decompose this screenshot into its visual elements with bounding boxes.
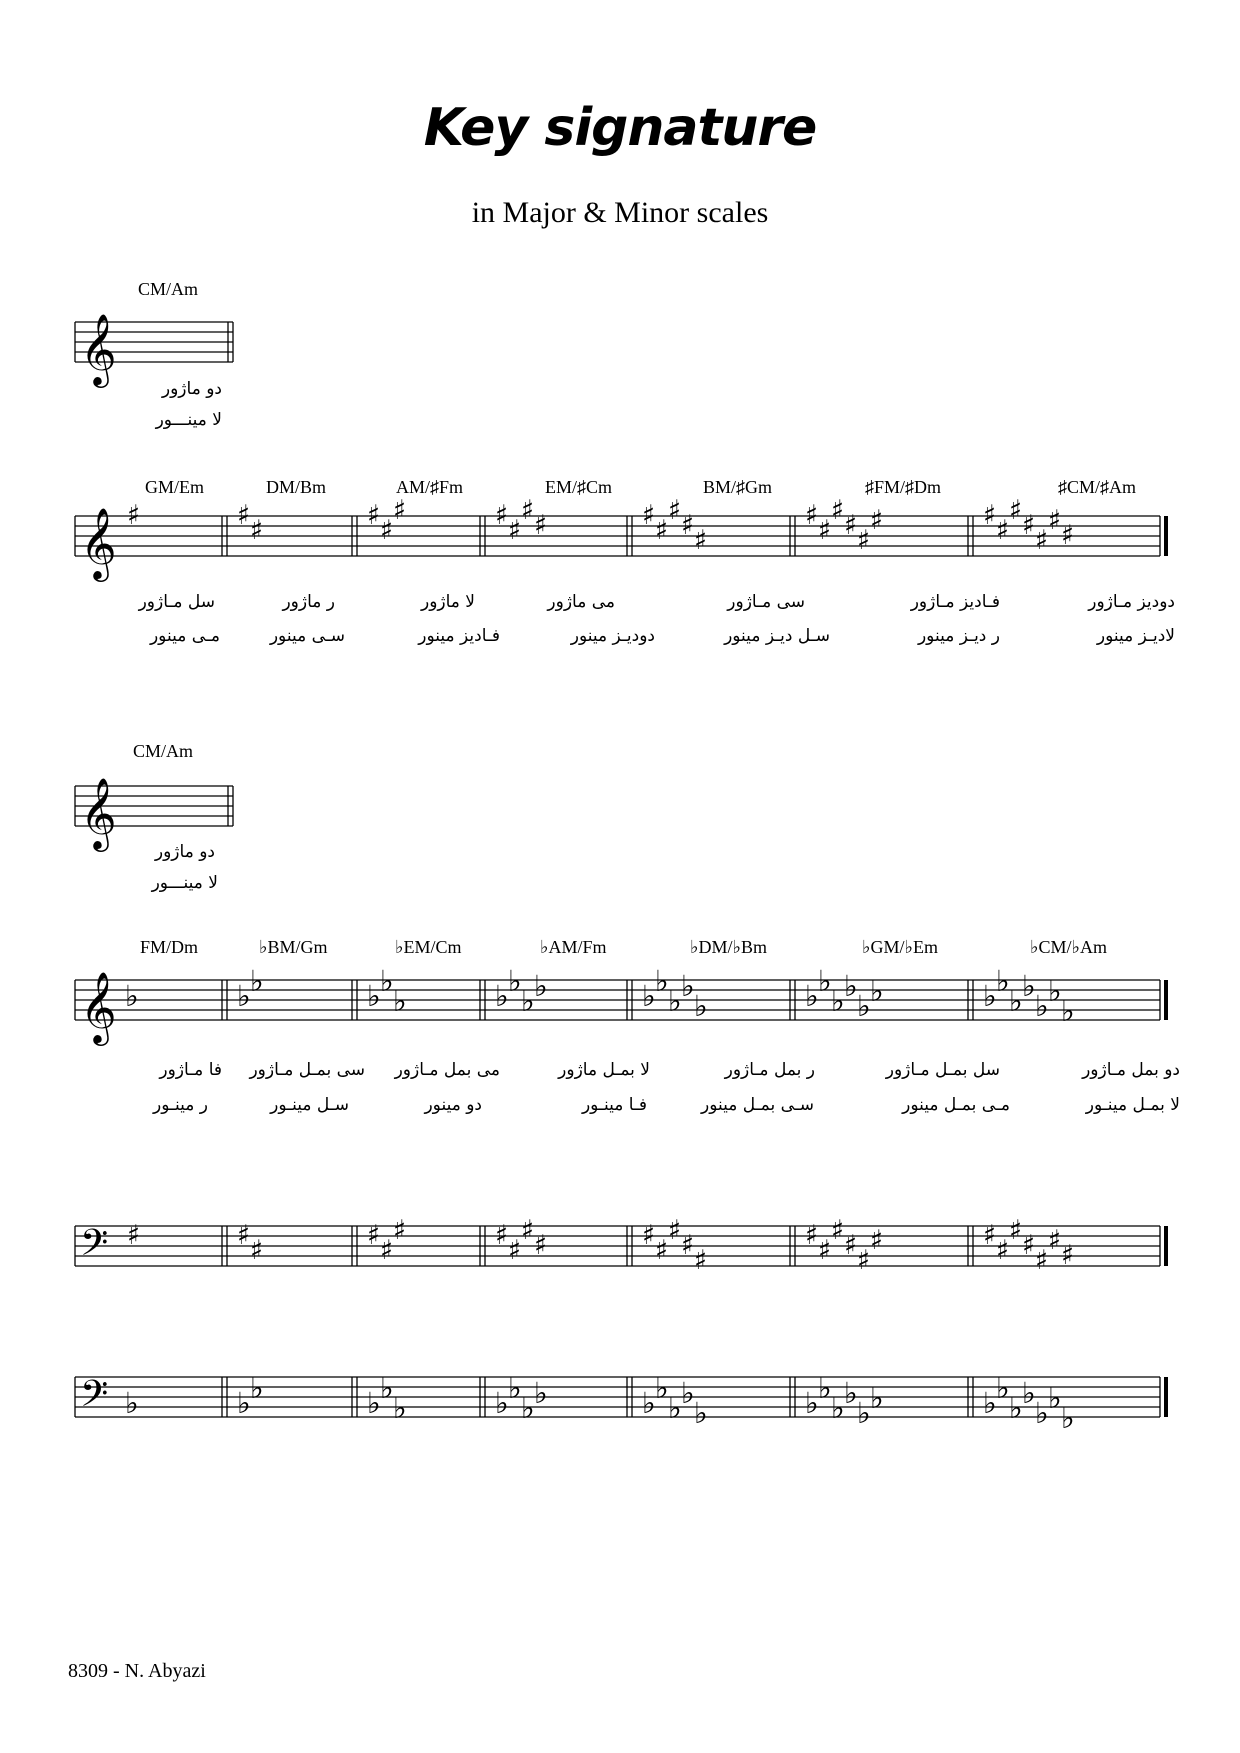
sharp-icon: ♯ bbox=[534, 510, 548, 541]
major-name: ر ماژور bbox=[282, 592, 335, 612]
major-name: سی بمـل مـاژور bbox=[249, 1060, 365, 1080]
sharp-icon: ♯ bbox=[393, 1215, 407, 1246]
sharp-icon: ♯ bbox=[508, 1235, 522, 1266]
sharp-icon: ♯ bbox=[237, 500, 251, 531]
bass-clef-icon: 𝄢 bbox=[80, 1373, 109, 1424]
sharp-icon: ♯ bbox=[844, 1230, 858, 1261]
key-label: EM/♯Cm bbox=[545, 477, 613, 497]
sharp-icon: ♯ bbox=[642, 500, 656, 531]
flat-icon: ♭ bbox=[380, 964, 394, 998]
sharp-icon: ♯ bbox=[1035, 525, 1049, 556]
sharp-icon: ♯ bbox=[668, 1215, 682, 1246]
minor-name: فـا مینـور bbox=[581, 1095, 647, 1115]
sharp-icon: ♯ bbox=[844, 510, 858, 541]
sharp-icon: ♯ bbox=[805, 1220, 819, 1251]
major-name: دودیز مـاژور bbox=[1088, 592, 1175, 612]
minor-name: سـل مینـور bbox=[270, 1095, 349, 1115]
key-label: ♯FM/♯Dm bbox=[865, 477, 942, 497]
major-name: سل بمـل مـاژور bbox=[885, 1060, 1000, 1080]
sharp-icon: ♯ bbox=[983, 500, 997, 531]
flat-icon: ♭ bbox=[1009, 1391, 1023, 1425]
sharp-icon: ♯ bbox=[1048, 1225, 1062, 1256]
page-title: Key signature bbox=[423, 98, 817, 158]
flat-icon: ♭ bbox=[237, 1386, 251, 1420]
minor-name: لا بمـل مینـور bbox=[1085, 1095, 1180, 1115]
sharp-icon: ♯ bbox=[681, 1230, 695, 1261]
flat-icon: ♭ bbox=[655, 964, 669, 998]
sharp-icon: ♯ bbox=[681, 510, 695, 541]
flat-icon: ♭ bbox=[393, 1391, 407, 1425]
sharp-icon: ♯ bbox=[668, 495, 682, 526]
page-subtitle: in Major & Minor scales bbox=[471, 196, 769, 229]
flat-icon: ♭ bbox=[250, 964, 264, 998]
key-label: FM/Dm bbox=[140, 937, 199, 957]
major-name: لا ماژور bbox=[420, 592, 475, 612]
major-name: دو بمل مـاژور bbox=[1082, 1060, 1180, 1080]
bass-clef-icon: 𝄢 bbox=[80, 1222, 109, 1273]
major-name: لا بمـل ماژور bbox=[558, 1060, 650, 1080]
flat-icon: ♭ bbox=[831, 984, 845, 1018]
sharp-icon: ♯ bbox=[127, 1220, 141, 1251]
flat-icon: ♭ bbox=[818, 1371, 832, 1405]
flat-icon: ♭ bbox=[857, 989, 871, 1023]
c-major-label-flat: CM/Am bbox=[133, 741, 194, 761]
flat-icon: ♭ bbox=[367, 1386, 381, 1420]
sharp-icon: ♯ bbox=[1035, 1245, 1049, 1276]
minor-name: سـی بمـل مینور bbox=[701, 1095, 814, 1115]
key-label: ♭CM/♭Am bbox=[1030, 937, 1107, 957]
sharp-icon: ♯ bbox=[818, 1235, 832, 1266]
flat-icon: ♭ bbox=[495, 1386, 509, 1420]
minor-name: دو مینور bbox=[424, 1095, 482, 1115]
sharp-icon: ♯ bbox=[805, 500, 819, 531]
flat-icon: ♭ bbox=[1061, 994, 1075, 1028]
treble-clef-icon: 𝄞 bbox=[80, 970, 117, 1043]
key-label: ♯CM/♯Am bbox=[1058, 477, 1137, 497]
c-minor-persian-sharp: لا مینـــور bbox=[155, 410, 222, 430]
sharp-icon: ♯ bbox=[250, 515, 264, 546]
sharp-icon: ♯ bbox=[393, 495, 407, 526]
c-major-label-sharp: CM/Am bbox=[138, 279, 199, 299]
sharp-icon: ♯ bbox=[996, 1235, 1010, 1266]
flat-icon: ♭ bbox=[534, 969, 548, 1003]
flat-icon: ♭ bbox=[983, 1386, 997, 1420]
key-label: ♭DM/♭Bm bbox=[690, 937, 767, 957]
minor-name: ر دیـز مینور bbox=[917, 626, 1000, 646]
minor-name: مـی مینور bbox=[149, 626, 220, 646]
flat-icon: ♭ bbox=[508, 964, 522, 998]
flat-icon: ♭ bbox=[1035, 1396, 1049, 1430]
sharp-icon: ♯ bbox=[831, 1215, 845, 1246]
minor-name: سـل دیـز مینور bbox=[724, 626, 830, 646]
major-name: سل مـاژور bbox=[138, 592, 215, 612]
flat-icon: ♭ bbox=[818, 964, 832, 998]
minor-name: لادیـز مینور bbox=[1096, 626, 1175, 646]
flat-icon: ♭ bbox=[1009, 984, 1023, 1018]
major-name: می ماژور bbox=[547, 592, 615, 612]
sharp-icon: ♯ bbox=[642, 1220, 656, 1251]
flat-icon: ♭ bbox=[125, 1386, 139, 1420]
flat-icon: ♭ bbox=[521, 1391, 535, 1425]
sharp-icon: ♯ bbox=[495, 1220, 509, 1251]
sharp-icon: ♯ bbox=[1022, 510, 1036, 541]
minor-name: دودیـز مینور bbox=[570, 626, 655, 646]
sharp-icon: ♯ bbox=[870, 505, 884, 536]
major-name: می بمل مـاژور bbox=[394, 1060, 500, 1080]
c-major-persian-flat: دو ماژور bbox=[154, 842, 215, 862]
sharp-icon: ♯ bbox=[380, 1235, 394, 1266]
sharp-icon: ♯ bbox=[655, 1235, 669, 1266]
sharp-icon: ♯ bbox=[983, 1220, 997, 1251]
flat-icon: ♭ bbox=[681, 1376, 695, 1410]
flat-icon: ♭ bbox=[237, 979, 251, 1013]
flat-icon: ♭ bbox=[495, 979, 509, 1013]
sharp-icon: ♯ bbox=[1009, 495, 1023, 526]
flat-icon: ♭ bbox=[1022, 969, 1036, 1003]
footer-credit: 8309 - N. Abyazi bbox=[68, 1660, 206, 1682]
sharp-icon: ♯ bbox=[534, 1230, 548, 1261]
flat-icon: ♭ bbox=[857, 1396, 871, 1430]
sharp-icon: ♯ bbox=[495, 500, 509, 531]
flat-icon: ♭ bbox=[805, 1386, 819, 1420]
flat-icon: ♭ bbox=[250, 1371, 264, 1405]
flat-icon: ♭ bbox=[534, 1376, 548, 1410]
sharp-icon: ♯ bbox=[996, 515, 1010, 546]
major-name: سی مـاژور bbox=[727, 592, 805, 612]
flat-icon: ♭ bbox=[694, 1396, 708, 1430]
sharp-icon: ♯ bbox=[521, 1215, 535, 1246]
sharp-icon: ♯ bbox=[1061, 520, 1075, 551]
flat-icon: ♭ bbox=[870, 1381, 884, 1415]
sharp-icon: ♯ bbox=[237, 1220, 251, 1251]
flat-icon: ♭ bbox=[668, 1391, 682, 1425]
flat-icon: ♭ bbox=[996, 1371, 1010, 1405]
flat-icon: ♭ bbox=[983, 979, 997, 1013]
sharp-icon: ♯ bbox=[1022, 1230, 1036, 1261]
key-label: DM/Bm bbox=[266, 477, 327, 497]
key-label: ♭AM/Fm bbox=[540, 937, 607, 957]
sharp-icon: ♯ bbox=[694, 1245, 708, 1276]
sharp-icon: ♯ bbox=[367, 1220, 381, 1251]
key-label: ♭GM/♭Em bbox=[862, 937, 938, 957]
key-label: ♭EM/Cm bbox=[395, 937, 462, 957]
flat-icon: ♭ bbox=[393, 984, 407, 1018]
sharp-icon: ♯ bbox=[1048, 505, 1062, 536]
flat-icon: ♭ bbox=[642, 1386, 656, 1420]
flat-icon: ♭ bbox=[831, 1391, 845, 1425]
sharp-icon: ♯ bbox=[655, 515, 669, 546]
minor-name: سـی مینور bbox=[269, 626, 345, 646]
flat-icon: ♭ bbox=[1048, 974, 1062, 1008]
key-label: BM/♯Gm bbox=[703, 477, 773, 497]
minor-name: ر مینـور bbox=[153, 1095, 208, 1115]
flat-icon: ♭ bbox=[870, 974, 884, 1008]
treble-clef-icon: 𝄞 bbox=[80, 506, 117, 579]
major-name: ر بمل مـاژور bbox=[724, 1060, 815, 1080]
sharp-icon: ♯ bbox=[694, 525, 708, 556]
sharp-icon: ♯ bbox=[1061, 1240, 1075, 1271]
minor-name: مـی بمـل مینور bbox=[902, 1095, 1010, 1115]
flat-icon: ♭ bbox=[996, 964, 1010, 998]
flat-icon: ♭ bbox=[508, 1371, 522, 1405]
sharp-icon: ♯ bbox=[380, 515, 394, 546]
sharp-icon: ♯ bbox=[127, 500, 141, 531]
sharp-icon: ♯ bbox=[831, 495, 845, 526]
flat-icon: ♭ bbox=[694, 989, 708, 1023]
flat-icon: ♭ bbox=[1048, 1381, 1062, 1415]
flat-icon: ♭ bbox=[844, 969, 858, 1003]
sharp-icon: ♯ bbox=[1009, 1215, 1023, 1246]
flat-icon: ♭ bbox=[844, 1376, 858, 1410]
flat-icon: ♭ bbox=[642, 979, 656, 1013]
sharp-icon: ♯ bbox=[857, 1245, 871, 1276]
major-name: فـادیز مـاژور bbox=[910, 592, 1000, 612]
flat-icon: ♭ bbox=[521, 984, 535, 1018]
flat-icon: ♭ bbox=[805, 979, 819, 1013]
treble-clef-icon: 𝄞 bbox=[80, 312, 117, 385]
flat-icon: ♭ bbox=[367, 979, 381, 1013]
flat-icon: ♭ bbox=[655, 1371, 669, 1405]
sharp-icon: ♯ bbox=[367, 500, 381, 531]
c-minor-persian-flat: لا مینـــور bbox=[151, 873, 218, 893]
c-major-persian-sharp: دو ماژور bbox=[161, 379, 222, 399]
key-label: ♭BM/Gm bbox=[259, 937, 328, 957]
treble-clef-icon: 𝄞 bbox=[80, 776, 117, 849]
sharp-icon: ♯ bbox=[508, 515, 522, 546]
key-label: AM/♯Fm bbox=[396, 477, 464, 497]
minor-name: فـادیز مینور bbox=[418, 626, 500, 646]
sharp-icon: ♯ bbox=[857, 525, 871, 556]
sharp-icon: ♯ bbox=[818, 515, 832, 546]
major-name: فا مـاژور bbox=[159, 1060, 222, 1080]
flat-icon: ♭ bbox=[668, 984, 682, 1018]
flat-icon: ♭ bbox=[1061, 1401, 1075, 1435]
flat-icon: ♭ bbox=[125, 979, 139, 1013]
flat-icon: ♭ bbox=[380, 1371, 394, 1405]
flat-icon: ♭ bbox=[1022, 1376, 1036, 1410]
key-label: GM/Em bbox=[145, 477, 205, 497]
flat-icon: ♭ bbox=[681, 969, 695, 1003]
flat-icon: ♭ bbox=[1035, 989, 1049, 1023]
sharp-icon: ♯ bbox=[521, 495, 535, 526]
sharp-icon: ♯ bbox=[870, 1225, 884, 1256]
sharp-icon: ♯ bbox=[250, 1235, 264, 1266]
